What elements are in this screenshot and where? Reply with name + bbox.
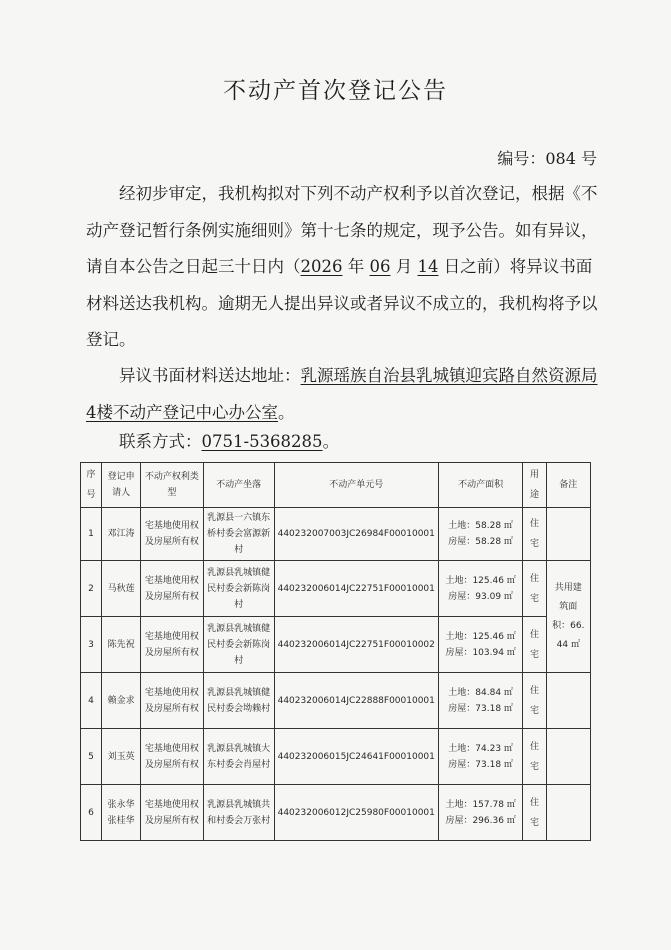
page-title: 不动产首次登记公告: [223, 78, 448, 104]
cell-no: 6: [81, 785, 102, 841]
cell-area: [438, 729, 522, 785]
header-use: 用途: [523, 463, 546, 508]
cell-note: [546, 729, 590, 785]
cell-applicant: 陈先祝: [102, 617, 141, 673]
cell-house-area: 房屋：103.94 ㎡: [445, 647, 516, 658]
cell-location: 乳源县乳城镇大东村委会肖屋村: [203, 729, 274, 785]
cell-land-area: 土地：125.46 ㎡: [445, 631, 516, 642]
cell-note: [546, 673, 590, 729]
table-row: [81, 785, 591, 841]
cell-no: 5: [81, 729, 102, 785]
cell-right-type: 宅基地使用权及房屋所有权: [141, 617, 203, 673]
notice-text-b: 日之前）将异议书面材料送达我机构。逾期无人提出异议或者异议不成立的，我机构将予以登记。: [86, 257, 598, 349]
cell-right-type: 宅基地使用权及房屋所有权: [141, 561, 203, 617]
contact-phone: 0751-5368285: [201, 432, 323, 451]
cell-right-type: 宅基地使用权及房屋所有权: [141, 785, 203, 841]
cell-unit-no: 440232006012JC25980F00010001: [274, 785, 438, 841]
cell-use: 住宅: [523, 785, 546, 841]
cell-right-type: 宅基地使用权及房屋所有权: [141, 729, 203, 785]
address-end: 。: [278, 402, 295, 422]
cell-land-area: 土地：74.23 ㎡: [448, 743, 513, 754]
table-row: [81, 561, 591, 617]
cell-area: [438, 617, 522, 673]
cell-location: 乳源县乳城镇健民村委会新陈岗村: [203, 617, 274, 673]
contact-end: 。: [322, 432, 340, 451]
cell-unit-no: 440232006014JC22751F00010001: [274, 561, 438, 617]
cell-land-area: 土地：125.46 ㎡: [445, 575, 516, 586]
header-location: 不动产坐落: [203, 463, 274, 508]
cell-note: [546, 785, 590, 841]
table-row: [81, 673, 591, 729]
cell-area: [438, 673, 522, 729]
cell-unit-no: 440232007003JC26984F00010001: [274, 508, 438, 561]
cell-applicant: 马秋莲: [102, 561, 141, 617]
cell-house-area: 房屋：58.28 ㎡: [448, 537, 513, 547]
deadline-month: 06: [369, 257, 391, 276]
notice-paragraph: [86, 176, 606, 359]
address-label: 异议书面材料送达地址：: [119, 366, 301, 385]
cell-area: [438, 508, 522, 561]
cell-note: [546, 508, 590, 561]
header-no: 序号: [81, 463, 102, 508]
cell-unit-no: 440232006014JC22751F00010002: [274, 617, 438, 673]
cell-house-area: 房屋：296.36 ㎡: [445, 815, 516, 826]
cell-unit-no: 440232006014JC22888F00010001: [274, 673, 438, 729]
cell-right-type: 宅基地使用权及房屋所有权: [141, 673, 203, 729]
deadline-day: 14: [417, 257, 439, 276]
cell-house-area: 房屋：93.09 ㎡: [448, 591, 513, 602]
cell-use: 住宅: [523, 508, 546, 561]
registration-table: [80, 462, 591, 841]
table-row: [81, 508, 591, 561]
cell-location: 乳源县乳城镇健民村委会坳赖村: [203, 673, 274, 729]
cell-applicant: 张永华 张桂华: [102, 785, 141, 841]
address-value: 乳源瑶族自治县乳城镇迎宾路自然资源局4楼不动产登记中心办公室: [86, 366, 598, 422]
cell-right-type: 宅基地使用权及房屋所有权: [141, 508, 203, 561]
table-row: [81, 729, 591, 785]
cell-area: [438, 561, 522, 617]
table-header-row: [81, 463, 591, 508]
cell-location: 乳源县一六镇东桥村委会富源新村: [203, 508, 274, 561]
deadline-month-unit: 月: [390, 257, 418, 276]
document-number: 编号：084 号: [497, 149, 597, 168]
cell-area: [438, 785, 522, 841]
cell-applicant: 邓江涛: [102, 508, 141, 561]
cell-use: 住宅: [523, 729, 546, 785]
notice-text-a: 经初步审定，我机构拟对下列不动产权利予以首次登记，根据《不动产登记暂行条例实施细则》第十七条的规定，现予公告。如有异议，请自本公告之日起三十日内（: [86, 184, 598, 276]
header-right-type: 不动产权利类型: [141, 463, 203, 508]
header-unit-no: 不动产单元号: [274, 463, 438, 508]
cell-shared-area-note: 共用建筑面积：66.44 ㎡: [546, 561, 590, 673]
contact-label: 联系方式：: [119, 432, 202, 451]
cell-location: 乳源县乳城镇共和村委会万张村: [203, 785, 274, 841]
cell-no: 1: [81, 508, 102, 561]
table-row: [81, 617, 591, 673]
contact-paragraph: [119, 424, 639, 461]
address-paragraph: [86, 358, 606, 431]
deadline-year-unit: 年: [342, 257, 370, 276]
cell-applicant: 赖金求: [102, 673, 141, 729]
cell-land-area: 土地：157.78 ㎡: [445, 799, 516, 810]
cell-use: 住宅: [523, 617, 546, 673]
cell-house-area: 房屋：73.18 ㎡: [448, 703, 513, 714]
cell-location: 乳源县乳城镇健民村委会新陈岗村: [203, 561, 274, 617]
header-area: 不动产面积: [438, 463, 522, 508]
cell-no: 4: [81, 673, 102, 729]
cell-unit-no: 440232006015JC24641F00010001: [274, 729, 438, 785]
cell-house-area: 房屋：73.18 ㎡: [448, 759, 513, 770]
cell-use: 住宅: [523, 673, 546, 729]
header-applicant: 登记申请人: [102, 463, 141, 508]
cell-no: 2: [81, 561, 102, 617]
cell-applicant: 刘玉英: [102, 729, 141, 785]
cell-land-area: 土地：58.28 ㎡: [448, 521, 513, 531]
header-note: 备注: [546, 463, 590, 508]
cell-use: 住宅: [523, 561, 546, 617]
deadline-year: 2026: [300, 257, 343, 276]
cell-no: 3: [81, 617, 102, 673]
cell-land-area: 土地：84.84 ㎡: [448, 687, 513, 698]
